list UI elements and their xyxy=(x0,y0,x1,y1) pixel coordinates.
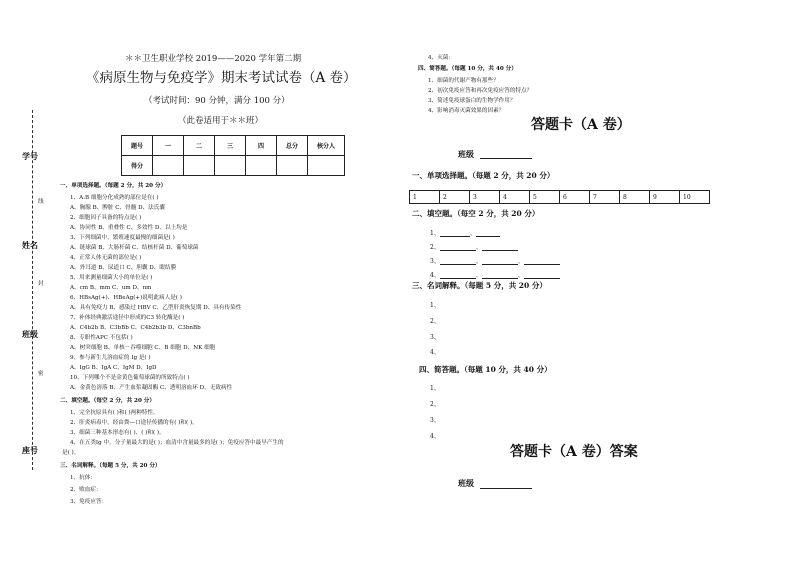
blank-input[interactable] xyxy=(440,258,476,265)
card-s3-item: 1、 xyxy=(430,302,440,309)
card-s3-heading: 三、名词解释。（每题 5 分，共 20 分） xyxy=(412,281,547,290)
card-s3-item: 2、 xyxy=(430,318,440,325)
answer-card-title: 答题卡（A 卷） xyxy=(531,117,631,133)
question-line: 5、用来测量细菌大小的单位是( ) xyxy=(70,275,153,281)
card-s4-item: 1、 xyxy=(430,385,440,392)
score-cell: 四 xyxy=(246,136,277,156)
sidebar-label-student-id: 学号 xyxy=(22,151,38,161)
answer-key-title: 答题卡（A 卷）答案 xyxy=(510,444,638,460)
seal-text-secret: 密 xyxy=(38,371,44,377)
seal-text-seal: 封 xyxy=(38,281,44,287)
fill-blank-line: 3、细菌三种基本形态有( )、( )和( )。 xyxy=(70,430,165,436)
score-cell: 得分 xyxy=(122,156,153,176)
term-line: 1、抗体： xyxy=(70,475,96,481)
blank-input[interactable] xyxy=(440,272,476,279)
answer-key-class-input[interactable] xyxy=(480,482,532,489)
school-line: ＊＊卫生职业学校 2019——2020 学年第二期 xyxy=(125,54,302,64)
blank-input[interactable] xyxy=(482,258,518,265)
short-answer-line: 4、影响消毒灭菌效果的因素？ xyxy=(428,108,505,114)
question-line: 9、参与新生儿溶血症的 Ig 是( ) xyxy=(70,355,151,361)
card-s2-item-num: 1、 xyxy=(430,230,440,237)
question-line: 8、专职性APC 不包括( ) xyxy=(70,335,133,341)
card-s2-item: 3、 、 、 xyxy=(430,258,560,265)
answer-card-class-label: 班级 xyxy=(458,149,474,159)
card-s3-item: 4、 xyxy=(430,349,440,356)
section2-heading: 二、填空题。（每空 2 分，共 20 分） xyxy=(60,398,155,404)
question-line: 10、下列哪个不是金黄色葡萄球菌的所致特点( ) xyxy=(70,375,190,381)
term-line: 3、免疫应答： xyxy=(70,499,108,505)
score-cell: 一 xyxy=(153,136,184,156)
score-input-cell[interactable] xyxy=(184,156,215,176)
card-s4-item: 2、 xyxy=(430,401,440,408)
option-line: A、树突细胞 B、单核－吞噬细胞 C、B 细胞 D、NK 细胞 xyxy=(70,345,216,351)
exam-info: （考试时间：90 分钟，满分 100 分） xyxy=(144,96,290,106)
term-line: 2、败血症： xyxy=(70,487,102,493)
score-cell: 题号 xyxy=(122,136,153,156)
option-line: A、金黄色溶落 B、产生血浆凝固酶 C、透明溶血环 D、无致病性 xyxy=(70,385,233,391)
fill-blank-line: 是( )。 xyxy=(62,450,80,456)
class-input-line[interactable] xyxy=(480,152,532,159)
option-line: A、具有免疫力 B、感染过 HBV C、乙型肝炎恢复期 D、具有传染性 xyxy=(70,305,242,311)
score-input-cell[interactable] xyxy=(215,156,246,176)
score-cell: 核分人 xyxy=(308,136,345,156)
question-line: 3、下列细菌中，繁殖速度最慢的细菌是( ) xyxy=(70,235,175,241)
card-s2-heading: 二、填空题。（每空 2 分，共 20 分） xyxy=(412,209,540,218)
blank-input[interactable] xyxy=(482,244,518,251)
answer-number-cell[interactable]: 1 xyxy=(410,191,440,204)
score-input-cell[interactable] xyxy=(308,156,345,176)
sidebar-label-class: 班级 xyxy=(22,329,38,339)
blank-input[interactable] xyxy=(476,230,500,237)
card-s4-item: 4、 xyxy=(430,433,440,440)
score-input-cell[interactable] xyxy=(277,156,308,176)
fill-blank-line: 1、完全抗原具有( )和( )两种特性。 xyxy=(70,410,159,416)
blank-input[interactable] xyxy=(440,244,476,251)
answer-number-cell[interactable]: 10 xyxy=(680,191,710,204)
question-line: 2、细胞因子具备的特点是( ) xyxy=(70,215,142,221)
question-line: 1、A.B 细胞分化成熟的部位是在( ) xyxy=(70,195,159,201)
answer-number-cell[interactable]: 4 xyxy=(500,191,530,204)
score-input-cell[interactable] xyxy=(246,156,277,176)
card-s4-heading: 四、简答题。（每题 10 分，共 40 分） xyxy=(419,365,552,374)
blank-input[interactable] xyxy=(524,258,560,265)
card-s3-item: 3、 xyxy=(430,334,440,341)
page-title: 《病原生物与免疫学》期末考试试卷（A 卷） xyxy=(86,70,357,86)
score-table-header-row xyxy=(122,136,345,156)
card-s2-item: 1、 、 xyxy=(430,230,500,237)
option-line: A、外耳道 B、尿道口 C、胆囊 D、眼结膜 xyxy=(70,265,177,271)
answer-number-cell[interactable]: 5 xyxy=(530,191,560,204)
card-s2-item-num: 2、 xyxy=(430,244,440,251)
answer-number-cell[interactable]: 8 xyxy=(620,191,650,204)
card-s2-item: 4、 、 、 xyxy=(430,272,560,279)
seal-text-line: 线 xyxy=(38,199,44,205)
short-answer-line: 3、简述免疫球蛋白的生物学作用？ xyxy=(428,98,516,104)
answer-number-cell[interactable]: 3 xyxy=(470,191,500,204)
option-line: A、胸腺 B、脾脏 C、骨髓 D、法氏囊 xyxy=(70,205,165,211)
option-line: A、cm B、mm C、um D、nm xyxy=(70,285,152,291)
answer-number-cell[interactable]: 9 xyxy=(650,191,680,204)
answer-number-cell[interactable]: 7 xyxy=(590,191,620,204)
card-s2-item-num: 4、 xyxy=(430,272,440,279)
binding-line xyxy=(32,110,33,470)
question-line: 4、正常人体无菌的部位是( ) xyxy=(70,255,142,261)
score-cell: 二 xyxy=(184,136,215,156)
question-line: 6、HBsAg(+)、HBeAg(+)说明此病人是( ) xyxy=(70,295,182,301)
answer-key-class-label: 班级 xyxy=(458,478,474,488)
option-line: A、协同性 B、重叠性 C、多效性 D、以上均是 xyxy=(70,225,188,231)
option-line: A、C4b2b B、C3bBb C、C4b2b3b D、C3bnBb xyxy=(70,325,201,331)
card-s2-item: 2、 、 xyxy=(430,244,518,251)
short-answer-line: 1、细菌的代谢产物有那些？ xyxy=(428,78,499,84)
score-table-score-row xyxy=(122,156,345,176)
sidebar-label-name: 姓名 xyxy=(22,240,38,250)
section1-heading: 一、单项选择题。（每题 2 分，共 20 分） xyxy=(60,183,167,189)
section4-heading: 四、简答题。（每题 10 分，共 40 分） xyxy=(418,66,517,72)
short-answer-line: 2、初次免疫应答和再次免疫应答的特点？ xyxy=(428,88,533,94)
score-table xyxy=(121,135,345,176)
option-line: A、链球菌 B、大肠杆菌 C、结核杆菌 D、葡萄球菌 xyxy=(70,245,199,251)
term-line: 4、灭菌： xyxy=(428,55,454,61)
fill-blank-line: 4、在五类Ig 中，分子量最大的是( )；血清中含量最多的是( )；免疫应答中最早产生的 xyxy=(70,440,284,446)
section3-heading: 三、名词解释。（每题 5 分，共 20 分） xyxy=(60,463,161,469)
blank-input[interactable] xyxy=(524,272,560,279)
sidebar-label-seat: 座号 xyxy=(22,445,38,455)
answer-number-cell[interactable]: 6 xyxy=(560,191,590,204)
blank-input[interactable] xyxy=(440,230,470,237)
card-s1-heading: 一、单项选择题。（每题 2 分，共 20 分） xyxy=(412,171,555,180)
exam-scope: （此卷适用于＊＊班） xyxy=(178,116,264,126)
fill-blank-line: 2、肝炎病毒中，经由粪—口途径传播的有( )和( )。 xyxy=(70,420,198,426)
card-s2-item-num: 3、 xyxy=(430,258,440,265)
question-line: 7、补体经典激活途径中形成的C3 转化酶是( ) xyxy=(70,315,185,321)
score-cell: 三 xyxy=(215,136,246,156)
score-input-cell[interactable] xyxy=(153,156,184,176)
option-line: A、IgG B、IgA C、IgM D、IgD xyxy=(70,365,157,371)
answer-number-table xyxy=(409,190,710,204)
blank-input[interactable] xyxy=(482,272,518,279)
card-s4-item: 3、 xyxy=(430,417,440,424)
answer-number-cell[interactable]: 2 xyxy=(440,191,470,204)
score-cell: 总分 xyxy=(277,136,308,156)
